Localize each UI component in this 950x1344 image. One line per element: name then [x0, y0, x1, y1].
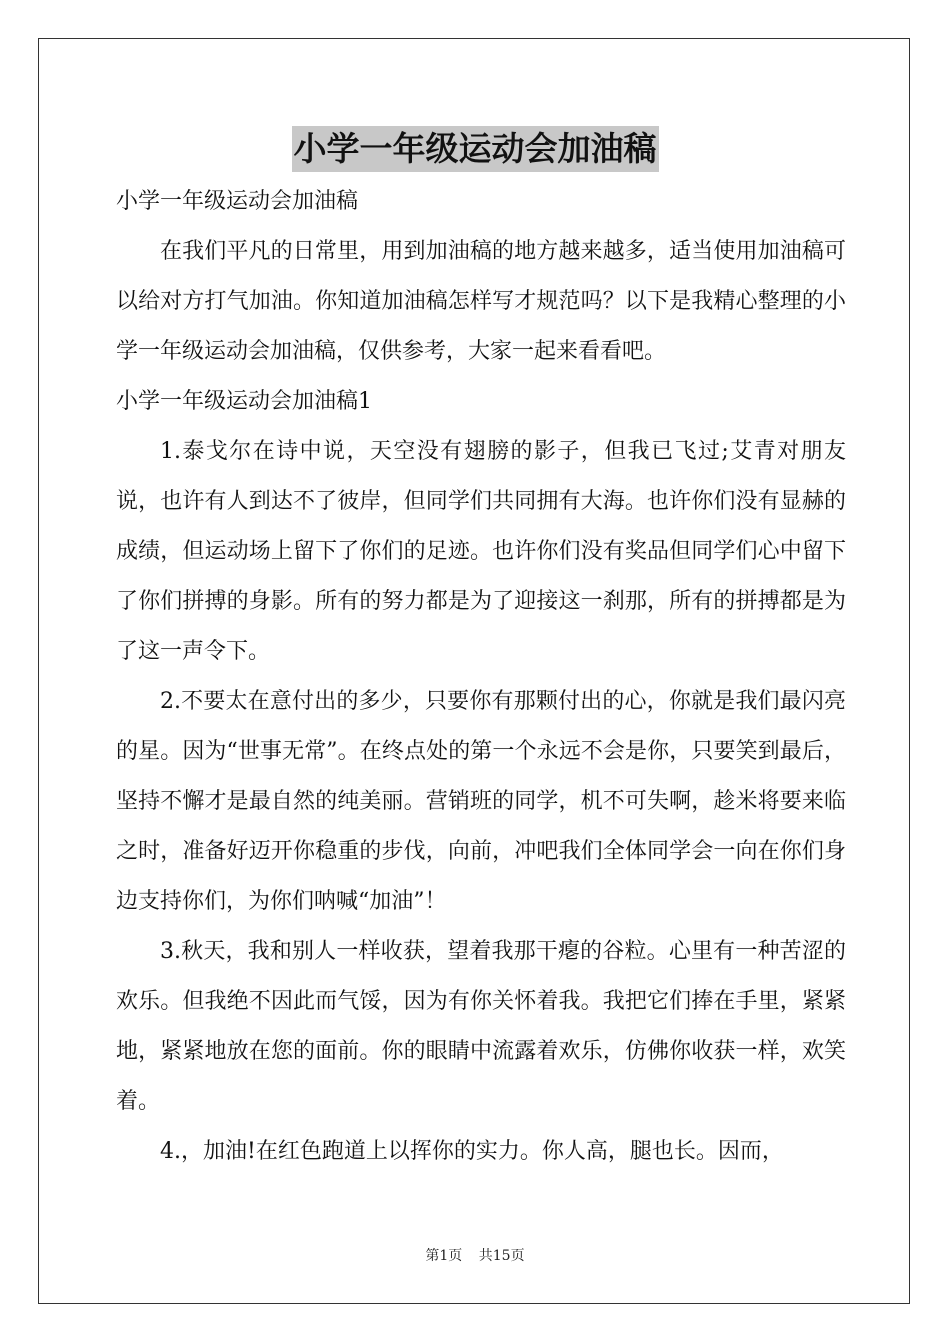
paragraph-3: 3.秋天，我和别人一样收获，望着我那干瘪的谷粒。心里有一种苦涩的欢乐。但我绝不因此而气馁，因为有你关怀着我。我把它们捧在手里，紧紧地，紧紧地放在您的面前。你的眼睛中流露着欢乐，仿佛你收获一样，欢笑着。 — [116, 939, 846, 1114]
paragraph-2: 2.不要太在意付出的多少，只要你有那颗付出的心，你就是我们最闪亮的星。因为“世事无常”。在终点处的第一个永远不会是你，只要笑到最后，坚持不懈才是最自然的纯美丽。营销班的同学，机不可失啊，趁米将要来临之时，准备好迈开你稳重的步伐，向前，冲吧我们全体同学会一向在你们身边支持你们，为你们呐喊“加油”！ — [116, 689, 846, 914]
paragraph-4: 4.，加油!在红色跑道上以挥你的实力。你人高，腿也长。因而， — [160, 1139, 784, 1164]
document-subtitle: 小学一年级运动会加油稿 — [116, 189, 359, 214]
document-title: 小学一年级运动会加油稿 — [292, 126, 659, 172]
page-footer — [0, 1245, 950, 1265]
section-heading: 小学一年级运动会加油稿1 — [116, 389, 372, 414]
intro-paragraph: 在我们平凡的日常里，用到加油稿的地方越来越多，适当使用加油稿可以给对方打气加油。你知道加油稿怎样写才规范吗？以下是我精心整理的小学一年级运动会加油稿，仅供参考，大家一起来看看吧。 — [116, 239, 846, 364]
title-container — [0, 126, 950, 172]
page-number: 第1页 — [425, 1248, 463, 1264]
document-body — [116, 177, 846, 1177]
paragraph-1: 1.泰戈尔在诗中说，天空没有翅膀的影子，但我已飞过;艾青对朋友说，也许有人到达不了彼岸，但同学们共同拥有大海。也许你们没有显赫的成绩，但运动场上留下了你们的足迹。也许你们没有奖品但同学们心中留下了你们拼搏的身影。所有的努力都是为了迎接这一刹那，所有的拼搏都是为了这一声令下。 — [116, 439, 846, 664]
page-total: 共15页 — [478, 1248, 525, 1264]
